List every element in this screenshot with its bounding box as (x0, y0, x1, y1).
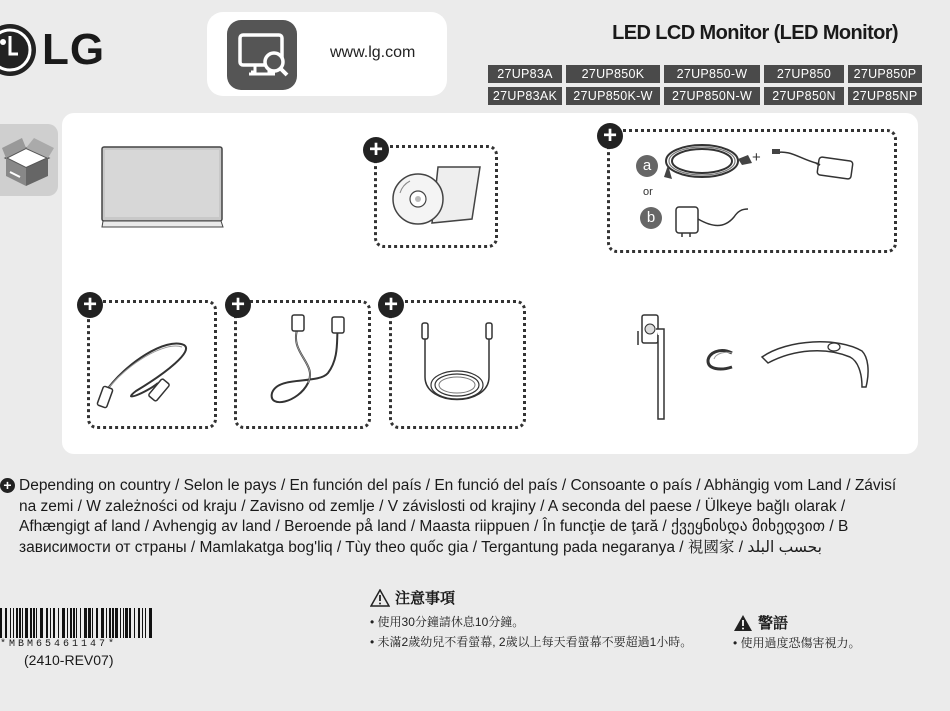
displayport-cable-image (96, 333, 196, 419)
wall-adapter-image (672, 199, 752, 239)
barcode-bar (125, 608, 128, 638)
plus-sign: + (752, 149, 761, 166)
barcode-bar (145, 608, 146, 638)
optional-plus-icon: + (225, 292, 251, 318)
product-title: LED LCD Monitor (LED Monitor) (612, 22, 898, 44)
plus-icon: + (0, 478, 15, 493)
model-tag: 27UP850K-W (566, 87, 660, 105)
barcode-bar (25, 608, 28, 638)
caution-item: • 未滿2歲幼兒不看螢幕, 2歲以上每天看螢幕不要超過1小時。 (370, 635, 693, 649)
model-tag: 27UP850K (566, 65, 660, 83)
open-box-icon (0, 124, 58, 196)
barcode-bar (109, 608, 111, 638)
or-label: or (643, 186, 653, 198)
barcode-bar (30, 608, 32, 638)
country-note (0, 476, 910, 558)
caution-heading (370, 587, 455, 608)
barcode-bar (36, 608, 37, 638)
barcode-bar (16, 608, 18, 638)
barcode-bar (101, 608, 104, 638)
barcode-bar (149, 608, 152, 638)
warning-list (733, 634, 861, 651)
barcode-bar (112, 608, 114, 638)
model-tag: 27UP85NP (848, 87, 922, 105)
hdmi-cable-image (258, 313, 348, 411)
model-tag: 27UP850-W (664, 65, 760, 83)
barcode-bar (96, 608, 98, 638)
model-tag: 27UP850N (764, 87, 844, 105)
warning-triangle-icon (733, 614, 753, 632)
barcode-bar (58, 608, 59, 638)
barcode-bar (67, 608, 68, 638)
barcode-bar (142, 608, 143, 638)
caution-list (370, 612, 692, 652)
barcode-bar (62, 608, 65, 638)
stand-body-image (632, 311, 676, 423)
barcode-bar (115, 608, 118, 638)
model-tag: 27UP850 (764, 65, 844, 83)
barcode-bar (33, 608, 35, 638)
model-list (488, 65, 918, 105)
components-panel (62, 113, 918, 454)
lg-logo (0, 20, 105, 80)
barcode (0, 608, 156, 638)
barcode-bar (70, 608, 72, 638)
warning-item: • 使用過度恐傷害視力。 (733, 636, 861, 650)
model-tag: 27UP850P (848, 65, 922, 83)
barcode-number: *MBM65461147* (0, 639, 118, 650)
barcode-bar (106, 608, 107, 638)
model-tag: 27UP83AK (488, 87, 562, 105)
barcode-bar (5, 608, 7, 638)
caution-triangle-icon (370, 589, 390, 607)
barcode-bar (129, 608, 131, 638)
barcode-bar (120, 608, 121, 638)
option-b-badge: b (640, 207, 662, 229)
barcode-bar (73, 608, 75, 638)
barcode-bar (92, 608, 93, 638)
optional-plus-icon: + (363, 137, 389, 163)
barcode-bar (53, 608, 55, 638)
monitor-image (100, 145, 226, 229)
cable-holder-image (702, 347, 742, 373)
option-a-badge: a (636, 155, 658, 177)
country-note-text: Depending on country / Selon le pays / En función del país / En funció del país / Consoante o país / Abhängig vom Land / Závisí na zemi / W zależności od kraju / Zavisno od zemlje / V závislosti od krajiny / A seconda del paese / Ülkeye bağlı olarak / Afhængigt af land / Avhengig av land / Beroende på land / Maasta riippuen / În funcţie de ţară / ქვეყნისდა მიხედვით / В зависимости от страны / Mamlakatga bog'liq / Tùy theo quốc gia / Tergantung pada negaranya / 視國家 / بحسب البلد (19, 477, 897, 556)
stand-base-image (758, 337, 870, 393)
caution-item: • 使用30分鐘請休息10分鐘。 (370, 615, 525, 629)
lg-face-icon (0, 24, 36, 76)
optional-plus-icon: + (77, 292, 103, 318)
optional-plus-icon: + (597, 123, 623, 149)
barcode-bar (138, 608, 140, 638)
website-card[interactable] (207, 12, 447, 96)
barcode-bar (88, 608, 91, 638)
usb-c-cable-image (412, 319, 502, 411)
power-cord-image (662, 137, 754, 189)
cd-manual-image (392, 163, 484, 235)
ac-adapter-image (770, 145, 860, 187)
barcode-bar (22, 608, 23, 638)
brand-name: LG (42, 25, 106, 74)
barcode-bar (13, 608, 14, 638)
warning-heading (733, 612, 788, 633)
model-tag: 27UP850N-W (664, 87, 760, 105)
barcode-bar (0, 608, 2, 638)
barcode-bar (10, 608, 11, 638)
barcode-bar (84, 608, 87, 638)
monitor-search-icon (227, 20, 297, 90)
barcode-bar (19, 608, 21, 638)
revision-code: (2410-REV07) (24, 652, 114, 668)
barcode-bar (76, 608, 77, 638)
barcode-bar (40, 608, 43, 638)
warning-title: 警語 (758, 615, 789, 632)
optional-plus-icon: + (378, 292, 404, 318)
website-url[interactable]: www.lg.com (330, 44, 416, 61)
model-tag: 27UP83A (488, 65, 562, 83)
barcode-bar (123, 608, 124, 638)
barcode-bar (80, 608, 81, 638)
caution-title: 注意事項 (395, 590, 456, 607)
box-contents-tab (0, 124, 58, 196)
barcode-bar (46, 608, 48, 638)
barcode-bar (134, 608, 135, 638)
barcode-bar (50, 608, 51, 638)
